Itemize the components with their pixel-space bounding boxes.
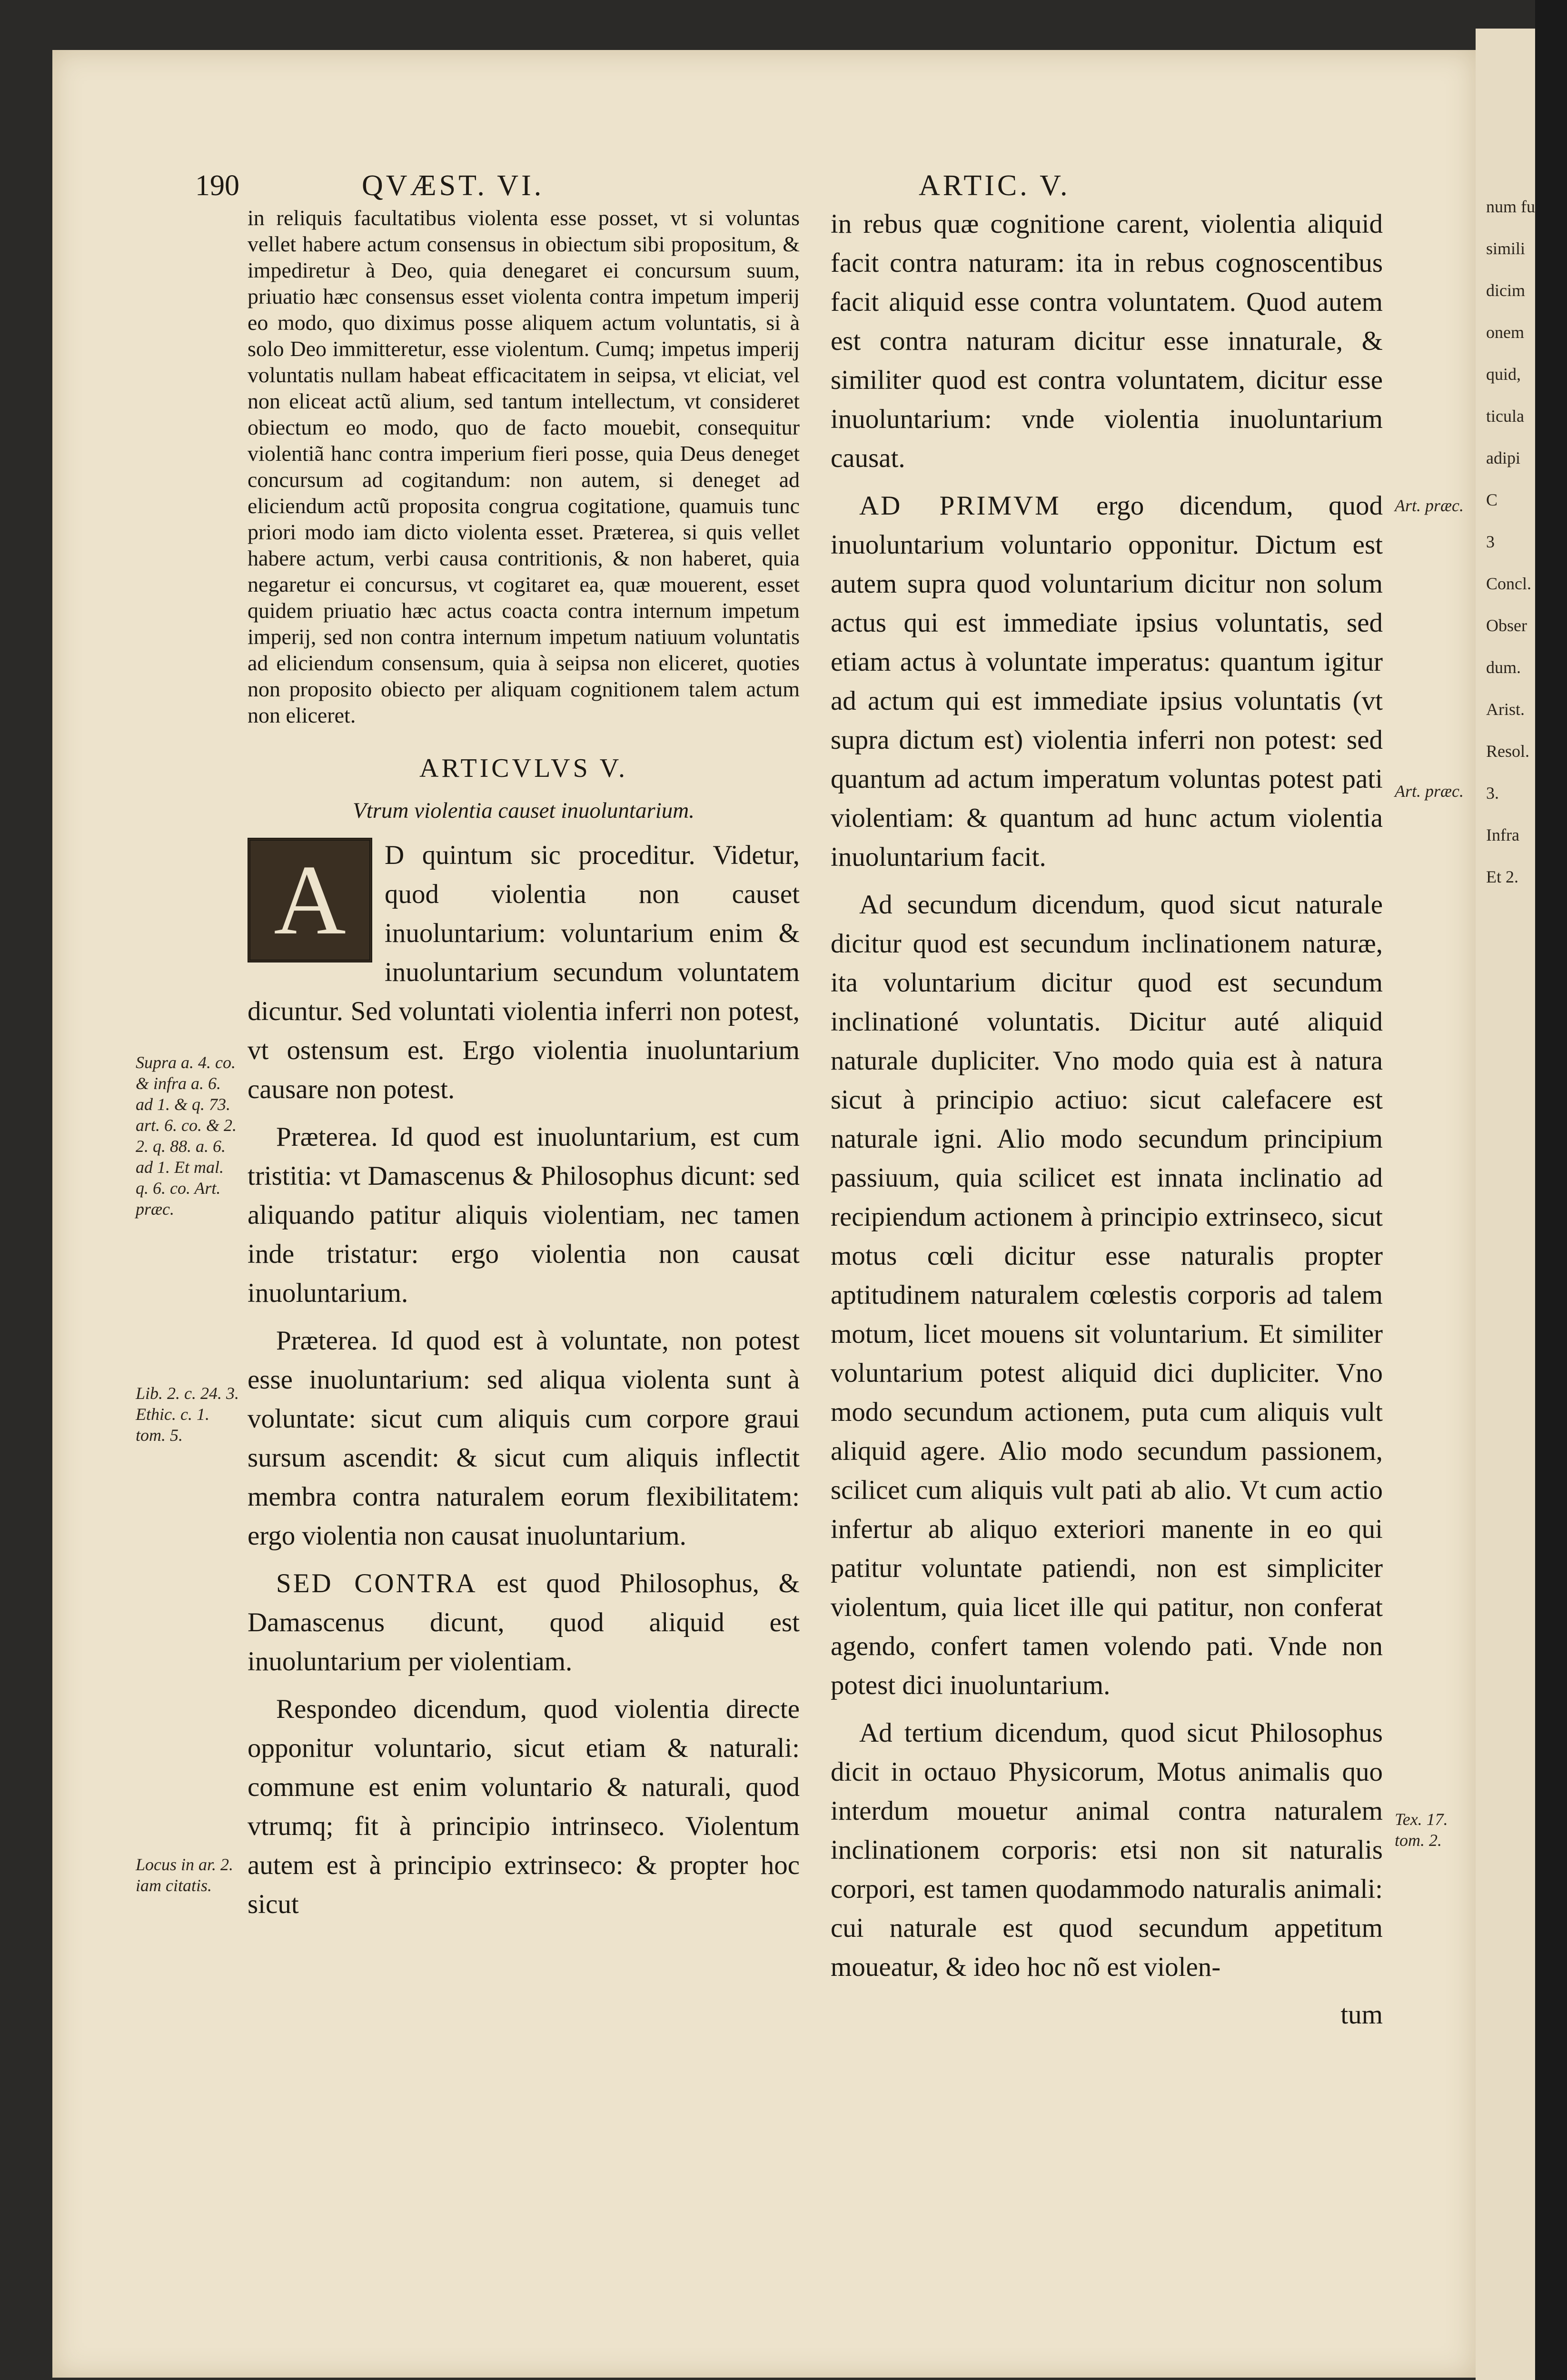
margin-note-right-2: Art. præc. [1395, 782, 1464, 801]
respondeo-continued: in rebus quæ cognitione carent, violentia aliquid facit contra naturam: ita in rebus cognoscentibus facit aliquid esse contra voluntatem. Quod autem est contra naturam dicitur esse innaturale, & similiter quod est contra voluntatem, dicitur esse inuoluntarium: vnde violentia inuoluntarium causat. [831, 209, 1383, 473]
gutter-fragment: 3. [1486, 783, 1499, 803]
sed-contra-caps: SED CONTRA [276, 1568, 477, 1598]
drop-cap: A [248, 838, 372, 962]
sed-contra-text: est quod Philosophus, & Damascenus dicunt, quod aliquid est inuoluntarium per violentiam. [248, 1568, 800, 1676]
reply-1 [831, 486, 1383, 877]
margin-note-right-1: Art. præc. [1395, 496, 1464, 515]
objection-1 [248, 836, 800, 1109]
article-heading: ARTICVLVS V. [419, 754, 628, 783]
question-title: QVÆST. VI. [362, 169, 545, 202]
gutter-fragment: C [1486, 490, 1498, 509]
gutter-fragment: adipi [1486, 448, 1520, 467]
catchword: tum [1340, 2000, 1383, 2030]
sed-contra [248, 1564, 800, 1681]
objection-1-text: D quintum sic proceditur. Videtur, quod violentia non causet inuoluntarium: voluntarium enim & inuoluntarium secundum voluntatem dicuntur. Sed voluntati violentia inferri non potest, vt ostensum est. Ergo violentia inuoluntarium causare non potest. [248, 840, 800, 1104]
gutter-fragment: Concl. [1486, 574, 1531, 593]
reply-3: Ad tertium dicendum, quod sicut Philosophus dicit in octauo Physicorum, Motus animalis quo interdum mouetur animal contra naturalem inclinationem corporis: etsi non sit naturalis corpori, est tamen quodammodo naturalis animali: cui naturale est quod secundum appetitum moueatur, & ideo hoc nõ est violen- [831, 1718, 1383, 1982]
gutter-fragment: 3 [1486, 532, 1495, 551]
respondeo: Respondeo dicendum, quod violentia directe opponitur voluntario, sicut etiam & naturali: commune est enim voluntario & naturali, quod vtrumq; fit à principio intrinseco. Violentum autem est à principio extrinseco: & propter hoc sicut [248, 1694, 800, 1919]
reply-2: Ad secundum dicendum, quod sicut naturale dicitur quod est secundum inclinationem naturæ, ita voluntarium dicitur quod est secundum inclinationé voluntatis. Dicitur auté aliquid naturale dupliciter. Vno modo quia est à natura sicut à principio actiuo: sicut calefacere est naturale igni. Alio modo secundum principium passiuum, quia scilicet est innata inclinatio ad recipiendum actionem à principio extrinseco, sicut motus cœli dicitur esse naturalis propter aptitudinem naturalem cœlestis corporis ad talem motum, licet mouens sit voluntarium. Et similiter voluntarium potest aliquid dici dupliciter. Vno modo secundum actionem, puta cum aliquis vult aliquid agere. Alio modo secundum passionem, scilicet cum aliquis vult pati ab alio. Vt cum actio infertur ab aliquo exteriori manente in eo qui patitur voluntate patiendi, non est simpliciter violentum, quia licet ille qui patitur, non conferat agendo, confert tamen volendo pati. Vnde non potest dici inuoluntarium. [831, 890, 1383, 1700]
gutter-fragment: dum. [1486, 658, 1521, 677]
reply-1-text: ergo dicendum, quod inuoluntarium voluntario opponitur. Dictum est autem supra quod voluntarium dicitur non solum actus qui est immediate ipsius voluntatis, sed etiam actus à voluntate imperatus: quantum igitur ad actum qui est immediate ipsius voluntatis (vt supra dictum est) violentia inferri non potest: sed quantum ad actum imperatum voluntas potest pati violentiam: & quantum ad hunc actum violentia inuoluntarium facit. [831, 491, 1383, 872]
reply-1-caps: AD PRIMVM [859, 491, 1061, 521]
gutter-fragment: num fu [1486, 197, 1535, 216]
gutter-fragment: ticula [1486, 407, 1524, 426]
article-title: ARTIC. V. [919, 169, 1071, 202]
gutter-fragment: Et 2. [1486, 867, 1518, 886]
gutter-fragment: Obser [1486, 616, 1527, 635]
calibration-strip [1535, 0, 1567, 2380]
gutter-fragment: Infra [1486, 825, 1519, 844]
margin-note-right-3: Tex. 17. tom. 2. [1395, 1810, 1448, 1850]
article-question: Vtrum violentia causet inuoluntarium. [353, 798, 694, 823]
preface-paragraph: in reliquis facultatibus violenta esse posset, vt si voluntas vellet habere actum consensus in obiectum sibi propositum, & impediretur à Deo, quia denegaret ei concursum suum, priuatio hæc consensus esset violenta contra impetum imperij eo modo, quo diximus posse aliquem actum voluntatis, si à solo Deo immitteretur, esse violentum. Cumq; impetus imperij voluntatis nullam habeat efficacitatem in seipsa, vt eliciat, vel non eliceat actũ alium, sed tantum intellectum, vt consideret obiectum eo modo, quo de facto mouebit, consequitur violentiã hanc contra imperium fieri posse, quia Deus deneget concursum ad cogitandum: non autem, si deneget ad eliciendum actũ proposita congrua cogitatione, quamuis tunc priori modo iam dicto violenta esset. Præterea, si quis vellet habere actum, verbi causa contritionis, & non haberet, quia negaretur ei concursus, vt cogitaret ea, quæ mouerent, esset quidem priuatio hæc actus coacta contra internum impetum imperij, sed non contra internum impetum natiuum voluntatis ad eliciendum consensum, quia à seipsa non eliceret, quoties non proposito obiecto per aliquam cognitionem talem actum non eliceret. [248, 206, 800, 727]
left-column [248, 205, 800, 1933]
objection-2: Præterea. Id quod est inuoluntarium, est cum tristitia: vt Damascenus & Philosophus dicunt: sed aliquando patitur aliquis violentiam, nec tamen inde tristatur: ergo violentia non causat inuoluntarium. [248, 1122, 800, 1308]
gutter-fragment: onem [1486, 323, 1524, 342]
gutter-fragment: Resol. [1486, 742, 1530, 761]
margin-note-left-3: Locus in ar. 2. iam citatis. [136, 1855, 234, 1895]
objection-3: Præterea. Id quod est à voluntate, non potest esse inuoluntarium: sed aliqua violenta sunt à voluntate: sicut cum aliquis cum corpore graui sursum ascendit: & sicut cum aliquis inflectit membra contra naturalem eorum flexibilitatem: ergo violentia non causat inuoluntarium. [248, 1326, 800, 1551]
gutter-fragment: dicim [1486, 281, 1525, 300]
page-number: 190 [195, 169, 239, 202]
gutter-fragment: quid, [1486, 365, 1521, 384]
gutter-fragment: simili [1486, 239, 1526, 258]
margin-note-left-2: Lib. 2. c. 24. 3. Ethic. c. 1. tom. 5. [136, 1384, 239, 1445]
gutter-fragment: Arist. [1486, 700, 1525, 719]
right-column [831, 205, 1383, 2043]
margin-note-left-1: Supra a. 4. co. & infra a. 6. ad 1. & q. 73. art. 6. co. & 2. 2. q. 88. a. 6. ad 1. Et mal. q. 6. co. Art. præc. [136, 1053, 237, 1219]
